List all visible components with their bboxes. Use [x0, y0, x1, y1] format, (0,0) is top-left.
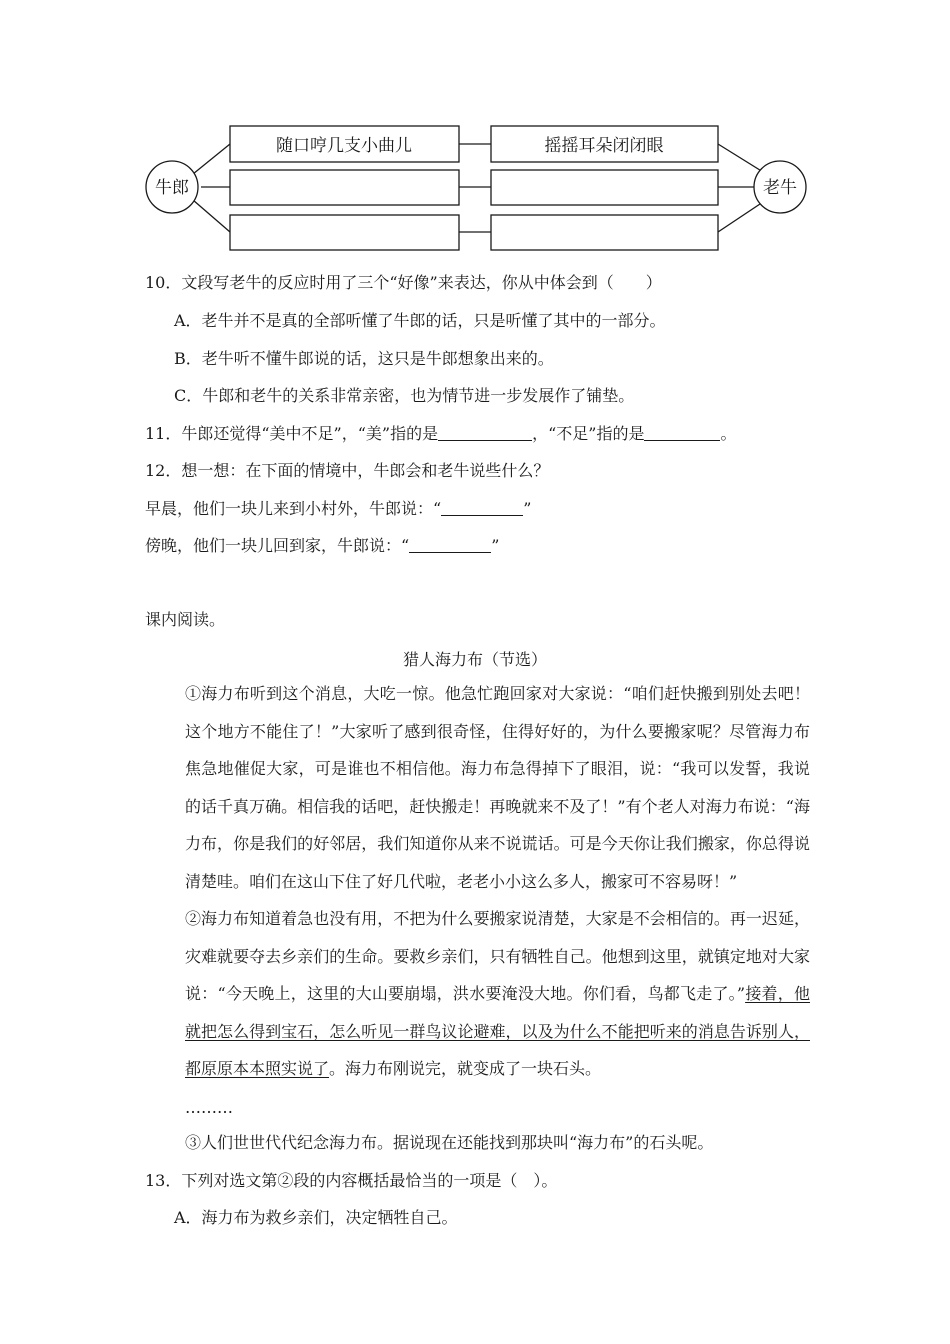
left-box-3 [230, 215, 459, 250]
passage-paragraph-1 [145, 675, 810, 900]
q11-part1: 11．牛郎还觉得“美中不足”，“美”指的是 [145, 424, 439, 443]
q12-stem: 12．想一想：在下面的情境中，牛郎会和老牛说些什么？ [145, 461, 550, 480]
q12-line-2 [145, 536, 499, 556]
passage-p2-underlined: 接着，他就把怎么得到宝石，怎么听见一群鸟议论避难，以及为什么不能把听来的消息告诉别人，都原原本本照实说了 [185, 984, 810, 1078]
q11-end: 。 [720, 424, 737, 443]
right-box-2 [491, 170, 718, 205]
passage-p2-before: ②海力布知道着急也没有用，不把为什么要搬家说清楚，大家是不会相信的。再一迟延，灾难就要夺去乡亲们的生命。要救乡亲们，只有牺牲自己。他想到这里，就镇定地对大家说：“今天晚上，这里的大山要崩塌，洪水要淹没大地。你们看，鸟都飞走了。” [185, 909, 810, 1003]
q11-part2: ，“不足”指的是 [532, 424, 645, 443]
q13-option-a: A．海力布为救乡亲们，决定牺牲自己。 [174, 1208, 458, 1227]
passage-p2-after: 。海力布刚说完，就变成了一块石头。 [329, 1059, 602, 1078]
q11-blank-1[interactable] [438, 424, 532, 441]
relationship-diagram [0, 0, 950, 270]
q12-line-2-prefix: 傍晚，他们一块儿回到家，牛郎说：“ [145, 536, 410, 555]
q10-stem: 10．文段写老牛的反应时用了三个“好像”来表达，你从中体会到（ ） [145, 273, 662, 292]
q10-option-a: A．老牛并不是真的全部听懂了牛郎的话，只是听懂了其中的一部分。 [174, 311, 666, 330]
q11-blank-2[interactable] [644, 424, 720, 441]
q11 [145, 424, 736, 444]
left-box-1-label: 随口哼几支小曲儿 [276, 136, 412, 156]
left-box-2 [230, 170, 459, 205]
right-box-3 [491, 215, 718, 250]
passage-title: 猎人海力布（节选） [402, 650, 547, 669]
passage-paragraph-3: ③人们世世代代纪念海力布。据说现在还能找到那块叫“海力布”的石头呢。 [185, 1133, 714, 1152]
q12-blank-1[interactable] [441, 499, 523, 516]
passage-p1-text: ①海力布听到这个消息，大吃一惊。他急忙跑回家对大家说：“咱们赶快搬到别处去吧！这个地方不能住了！”大家听了感到很奇怪，住得好好的，为什么要搬家呢？尽管海力布焦急地催促大家，可是谁也不相信他。海力布急得掉下了眼泪，说：“我可以发誓，我说的话千真万确。相信我的话吧，赶快搬走！再晚就来不及了！”有个老人对海力布说：“海力布，你是我们的好邻居，我们知道你从来不说谎话。可是今天你让我们搬家，你总得说清楚哇。咱们在这山下住了好几代啦，老老小小这么多人，搬家可不容易呀！” [185, 684, 810, 891]
q10-option-b: B．老牛听不懂牛郎说的话，这只是牛郎想象出来的。 [174, 349, 554, 368]
q12-blank-2[interactable] [409, 536, 491, 553]
section-label: 课内阅读。 [145, 610, 226, 629]
q10-option-c: C．牛郎和老牛的关系非常亲密，也为情节进一步发展作了铺垫。 [174, 386, 635, 405]
passage-paragraph-2 [145, 900, 810, 1088]
right-box-1-label: 摇摇耳朵闭闭眼 [544, 136, 664, 156]
q12-line-1-prefix: 早晨，他们一块儿来到小村外，牛郎说：“ [145, 499, 442, 518]
passage-p2-text [145, 900, 810, 1088]
passage-ellipsis: ……… [185, 1098, 233, 1117]
left-circle-label: 牛郎 [155, 178, 189, 198]
q12-line-1 [145, 499, 531, 519]
q12-close-quote-2: ” [491, 536, 500, 555]
q13-stem: 13．下列对选文第②段的内容概括最恰当的一项是（ ）。 [145, 1171, 558, 1190]
q12-close-quote-1: ” [523, 499, 532, 518]
right-circle-label: 老牛 [763, 178, 797, 198]
